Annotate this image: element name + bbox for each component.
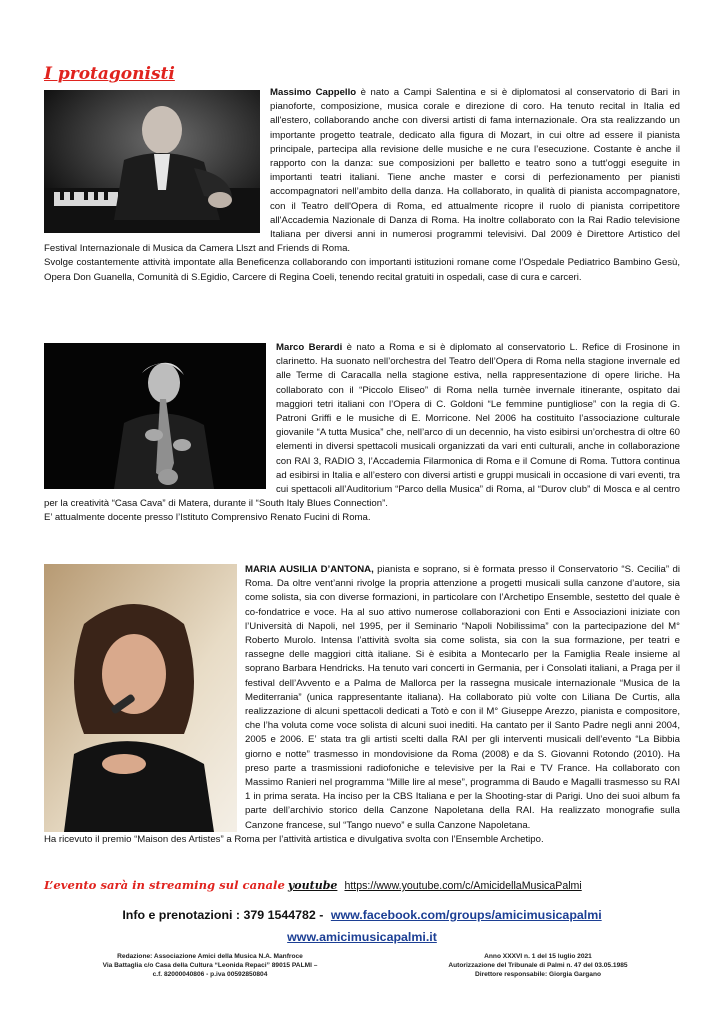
bio-name: MARIA AUSILIA D’ANTONA, <box>245 564 374 575</box>
bio-massimo-cappello <box>44 86 680 285</box>
footer-right-line: Anno XXXVI n. 1 del 15 luglio 2021 <box>484 953 592 960</box>
youtube-link[interactable]: https://www.youtube.com/c/AmicidellaMusicaPalmi <box>344 880 582 892</box>
bio-extra: E’ attualmente docente presso l’Istituto Comprensivo Renato Fucini di Roma. <box>44 512 371 524</box>
info-label: Info e prenotazioni : 379 1544782 - <box>122 908 324 922</box>
info-line <box>0 908 724 922</box>
bio-extra: Svolge costantemente attività impontate alla Beneficenza collaborando con importanti istituzioni romane come l’Ospedale Pediatrico Bambino Gesù, Opera Don Guanella, Comunità di S.Egidio, Carcere di Regina Coeli, tenendo recital gratuiti in ospedali, case di cura e carceri. <box>44 257 680 283</box>
bio-marco-berardi <box>44 341 680 526</box>
youtube-channel-label: youtube <box>287 879 338 892</box>
streaming-line <box>44 878 684 892</box>
photo-marco-berardi <box>44 343 266 489</box>
footer-right-line: Direttore responsabile: Giorgia Gargano <box>474 971 602 979</box>
footer-right <box>388 952 688 980</box>
photo-maria-ausilia-dantona <box>44 564 237 832</box>
footer-left-line: Redazione: Associazione Amici della Musica N.A. Manfroce <box>117 953 303 960</box>
bio-text: è nato a Roma e si è diplomato al conservatorio L. Refice di Frosinone in clarinetto. Ha suonato nell’orchestra del Teatro dell’Opera di Roma nella stagione invernale ed alle Terme di Caracalla nella stagione estiva, nella rappresentazione di opere liriche. Ha collaborato con il “Piccolo Eliseo” di Roma nella turnèe invernale itinerante, ospitato dai maggiori tetri italiani con l’Opera di C. Goldoni “Le femmine puntigliose” con la regia di G. Patroni Griffi e le musiche di E. Morricone. Nel 2006 ha costituito l’associazione culturale giovanile “A tutta Musica” che, nell’arco di un decennio, ha visto esibirsi un’orchestra di oltre 60 elementi in diversi spettacoli musicali organizzati da vari enti culturali, anche in collaborazione con RAI 3, RADIO 3, l’Accademia Filarmonica di Roma e il Comune di Roma. Tuttora continua ad esibirsi in Italia e all’estero con diversi artisti e gruppi musicali in occasione di vari eventi, tra cui spettacoli all’Auditorium “Parco della Musica” di Roma, al “Durov club” di Mosca e al centro per la creatività “Casa Cava” di Matera, durante il “South Italy Blues Connection”. <box>44 342 680 510</box>
footer-left-line: Via Battaglia c/o Casa della Cultura “Leonida Repaci” 89015 PALMI – <box>102 962 318 970</box>
streaming-text: L’evento sarà in streaming sul canale <box>44 878 285 892</box>
bio-text: pianista e soprano, si è formata presso il Conservatorio “S. Cecilia” di Roma. Da oltre vent’anni rivolge la propria attenzione a progetti musicali sulla canzone d’autore, sia come solista, sia con diverse formazioni, in particolare con l’Archetipo Ensemble, sestetto del quale è co-fondatrice e voce. Ha al suo attivo numerose collaborazioni con Enti e Associazioni iniziate con l’Università di Napoli, nel 1995, per il Seminario “Napoli Nobilissima” con la partecipazione del M° Roberto Murolo. Intensa l’attività svolta sia come solista, sia con la sua formazione, per teatri e rassegne delle maggiori città italiane. Si è esibita a Montecarlo per la Famiglia Reale insieme al soprano Barbara Hendricks. Ha tenuto vari concerti in Germania, per i Consolati italiani, a Praga per il festival dell’Avvento e a Palma de Mallorca per la rassegna musicale internazionale “Musica de la Mediterrania” (unica rappresentante italiana). Ha collaborato più volte con Liliana De Curtis, alla realizzazione di alcuni spettacoli dedicati a Totò e con il M° Giuseppe Arezzo, pianista e compositore, che l’ha voluta come voce solista di alcuni suoi inediti. Ha cantato per il Santo Padre negli anni 2004, 2005 e 2006. E’ stata tra gli artisti scelti dalla RAI per gli interventi musicali dell’evento “La Bibbia giorno e notte” trasmesso in mondovisione da Roma (2008) e da S. Giovanni Rotondo (2010). Ha preso parte a trasmissioni radiofoniche e televisive per la Rai e TV France. Ha collaborato con Massimo Ranieri nel programma “Mille lire al mese”, programma di Baudo e Magalli trasmesso su RAI 1 in prima serata. Ha inciso per la CBS Italiana e per la Shooting-star di Parigi. Uno dei suoi album fa parte dell’archivio storico della Canzone Napoletana della RAI. Ha realizzato monografie sulla Canzone francese, sul “Tango nuevo” e sulla Canzone Napoletana. <box>245 564 680 831</box>
facebook-link[interactable]: www.facebook.com/groups/amicimusicapalmi <box>330 908 602 922</box>
footer-left <box>60 952 360 980</box>
bio-text: è nato a Campi Salentina e si è diplomatosi al conservatorio di Bari in pianoforte, composizione, musica corale e direzione di coro. Ha tenuto recital in Italia ed all'estero, collaborando anche con diversi artisti di fama internazionale. Ora sta realizzando un importante progetto teatrale, dedicato alla figura di Mozart, in cui oltre ad essere il pianista principale, partecipa alla revisione delle musiche e ne cura l’esecuzione. Costante è anche il rapporto con la danza: sue composizioni per balletto e teatro sono a tutt’oggi eseguite in importanti teatri italiani. Tiene anche master e corsi di perfezionamento per pianisti accompagnatori nell’ambito della danza. Ha collaborato, in qualità di pianista accompagnatore, con il Teatro dell'Opera di Roma, ed attualmente ricopre il ruolo di pianista corripetitore all'Accademia Nazionale di Danza di Roma. Ha inoltre collaborato con la Rai Radio televisione Italiana per diversi anni in numerosi programmi televisivi. Dal 2009 è Direttore Artistico del Festival Internazionale di Musica da Camera Llszt and Friends di Roma. <box>44 87 680 255</box>
footer-right-line: Autorizzazione del Tribunale di Palmi n. 47 del 03.05.1985 <box>448 962 628 970</box>
section-title: I protagonisti <box>44 64 175 84</box>
bio-name: Marco Berardi <box>276 342 343 353</box>
bio-name: Massimo Cappello <box>270 87 357 98</box>
bio-extra: Ha ricevuto il premio “Maison des Artistes” a Roma per l’attività artistica e divulgativa svolta con l’Ensemble Archetipo. <box>44 833 544 845</box>
website-link[interactable]: www.amicimusicapalmi.it <box>287 930 437 944</box>
footer-left-line: c.f. 82000040806 - p.iva 00592850804 <box>152 971 268 979</box>
photo-massimo-cappello <box>44 90 260 233</box>
bio-maria-ausilia-dantona <box>44 563 680 847</box>
